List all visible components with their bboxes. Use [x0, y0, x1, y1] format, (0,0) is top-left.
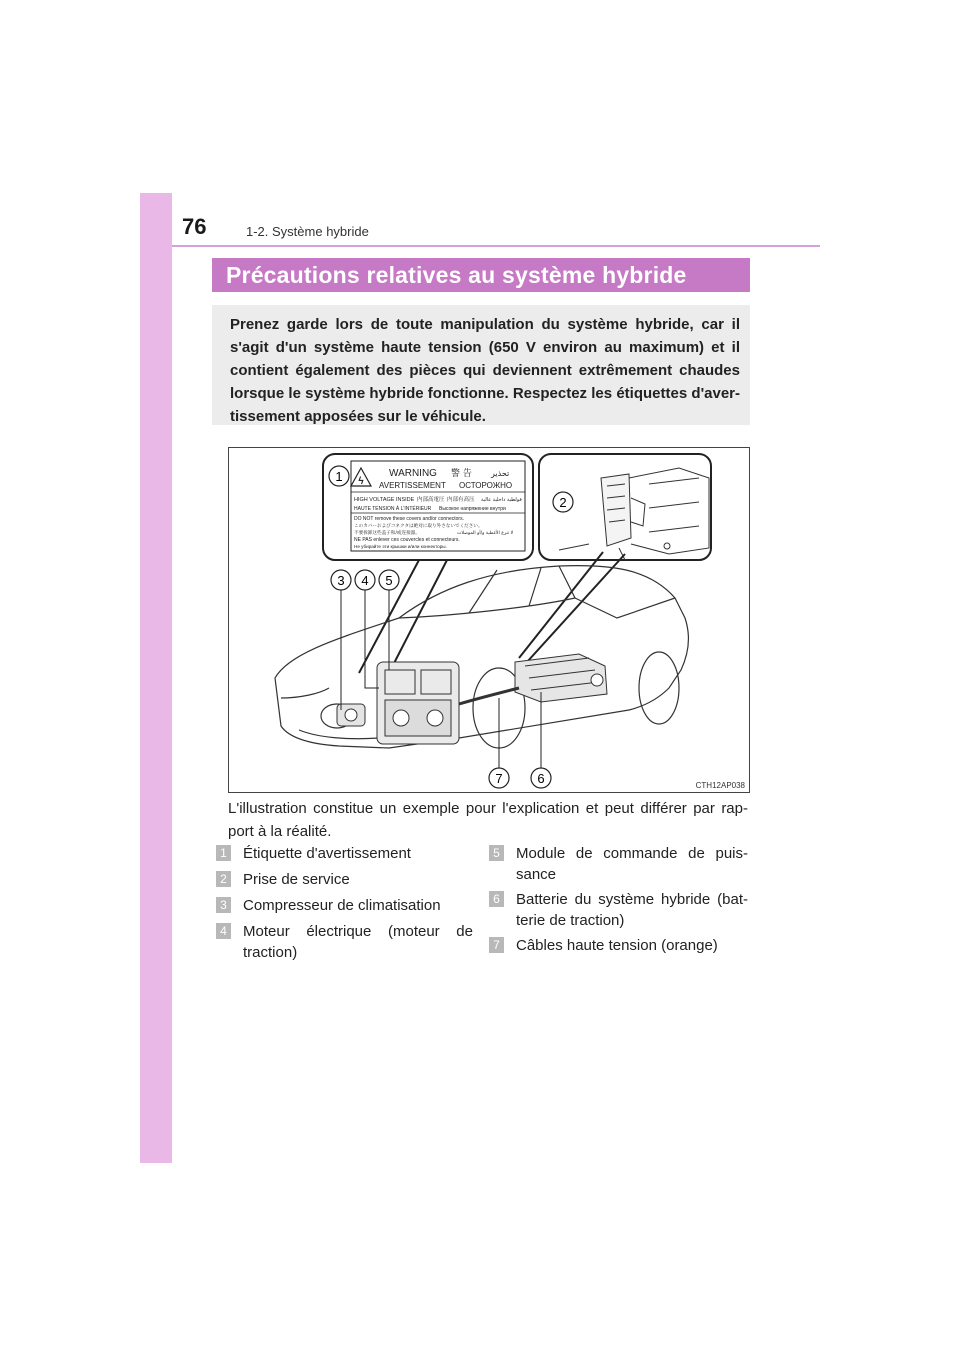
car-diagram [229, 448, 749, 792]
legend-text: Module de commande de puis-sance [516, 845, 748, 883]
legend-number: 5 [489, 845, 504, 861]
label-line-jp: このカバーおよびコネクタは絶対に取り外さないでください。 [354, 524, 483, 529]
legend-number: 2 [216, 871, 231, 887]
label-hv-ar: فولطية داخلية عالية [481, 497, 522, 503]
legend-text: Prise de service [243, 871, 350, 888]
label-hv-inside: HIGH VOLTAGE INSIDE [354, 497, 415, 503]
svg-text:1: 1 [335, 469, 343, 484]
legend-text: Batterie du système hybride (bat-terie de traction) [516, 891, 748, 929]
label-line-ru: Не убирайте эти крышки и/или коннекторы. [354, 544, 447, 549]
label-hv-ru: Высокое напряжение внутри [439, 506, 506, 512]
page-number: 76 [182, 214, 207, 239]
label-hv-fr: HAUTE TENSION À L'INTÉRIEUR [354, 506, 432, 512]
figure-code: CTH12AP038 [695, 781, 745, 790]
label-warning-text: WARNING [389, 468, 437, 479]
electric-motor-block [377, 662, 459, 744]
legend-number: 4 [216, 923, 231, 939]
figure-caption: L'illustration constitue un exemple pour l'explication et peut différer par rap-port à la réalité. [228, 800, 748, 840]
label-line-en: DO NOT remove these covers and/or connectors. [354, 516, 464, 522]
label-warning-kanji: 警 告 [451, 469, 472, 479]
label-line-fr: NE PAS enlever ces couvercles et connecteurs. [354, 537, 460, 543]
section-banner: Précautions relatives au système hybride [212, 258, 750, 292]
hybrid-battery [515, 654, 607, 702]
intro-box: Prenez garde lors de toute manipulation du système hybride, car il s'agit d'un système haute tension (650 V environ au maximum) et il contient également des pièces qui deviennent extrêmement chaudes lorsque le système hybride fonctionne. Respectez les étiquettes d'aver-tissement apposées sur le véhicule. [212, 305, 750, 425]
legend-text: Câbles haute tension (orange) [516, 937, 718, 954]
svg-text:4: 4 [361, 573, 369, 588]
svg-text:ϟ: ϟ [358, 476, 364, 487]
legend-text: Compresseur de climatisation [243, 897, 441, 914]
hv-cables [459, 688, 519, 704]
label-ostorozhno: ОСТОРОЖНО [459, 481, 513, 490]
legend-number: 6 [489, 891, 504, 907]
svg-text:7: 7 [495, 771, 503, 786]
svg-text:2: 2 [559, 495, 567, 510]
label-hv-jp: 内部高電圧 [417, 497, 445, 503]
legend-number: 1 [216, 845, 231, 861]
chapter-tab [140, 193, 172, 1163]
hybrid-system-illustration [228, 447, 750, 793]
legend-number: 3 [216, 897, 231, 913]
svg-text:6: 6 [537, 771, 545, 786]
svg-text:5: 5 [385, 573, 393, 588]
label-line-cn: 不要拆卸这些盖子和/或连接器。 [354, 531, 420, 536]
label-line-ar: لا تنزع الأغطية و/أو الموصلات [457, 531, 514, 536]
section-title: 1-2. Système hybride [246, 224, 369, 239]
legend-text: Moteur électrique (moteur de traction) [243, 923, 473, 961]
legend-number: 7 [489, 937, 504, 953]
legend-text: Étiquette d'avertissement [243, 845, 411, 862]
svg-text:3: 3 [337, 573, 345, 588]
label-warning-arabic: تحذير [491, 469, 510, 478]
label-hv-cn: 内部有高压 [447, 497, 475, 503]
header-rule [172, 245, 820, 247]
label-avertissement: AVERTISSEMENT [379, 481, 446, 490]
